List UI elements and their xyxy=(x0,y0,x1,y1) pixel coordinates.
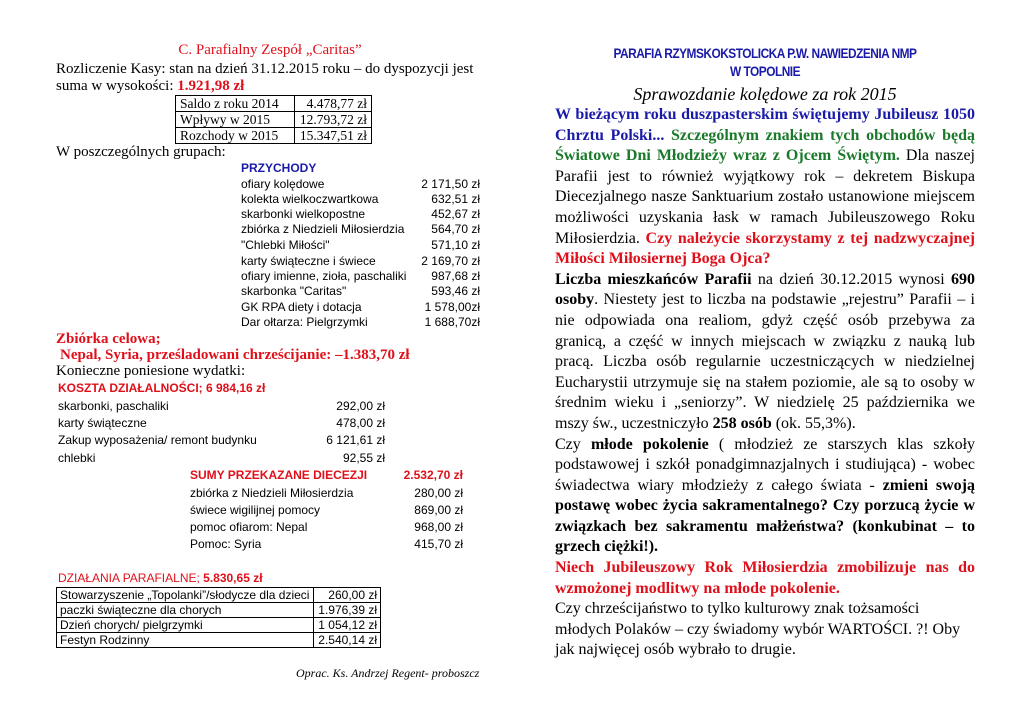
activity-label: Stowarzyszenie „Topolanki”/słodycze dla dzieci xyxy=(57,588,314,603)
p2-bold-1: Liczba mieszkańców Parafii xyxy=(555,270,752,288)
diocese-value: 280,00 zł xyxy=(414,486,463,500)
diocese-total: 2.532,70 zł xyxy=(403,468,463,482)
cost-value: 92,55 zł xyxy=(342,451,385,465)
income-value: 593,46 zł xyxy=(431,284,480,298)
balance-value: 4.478,77 zł xyxy=(295,96,372,112)
income-row xyxy=(241,177,480,192)
cost-value: 6 121,61 zł xyxy=(326,433,385,447)
activity-header-label: DZIAŁANIA PARAFIALNE; xyxy=(58,571,204,585)
activity-label: Festyn Rodzinny xyxy=(57,633,314,648)
activity-value: 1.976,39 zł xyxy=(314,603,381,618)
balance-row xyxy=(176,96,372,112)
income-label: ofiary imienne, zioła, paschaliki xyxy=(241,269,407,283)
income-row xyxy=(241,254,480,269)
p3-text-1: Czy xyxy=(555,435,591,453)
p1-red-text: Czy należycie skorzystamy z tej nadzwyczajnej Miłości Miłosiernej Boga Ojca? xyxy=(555,229,976,268)
income-label: kolekta wielkoczwartkowa xyxy=(241,192,379,206)
p2-text-2: . Niestety jest to liczba na podstawie „rejestru” Parafii – i nie odpowiada ona realiom, gdyż część osób przebywa za granicą, a część w innych miejscach w związku z nauką lub pracą. Liczba osób regularnie uczestniczących w niedzielnej Eucharystii utrzymuje się na stałem poziomie, ale są to osoby w średnim wieku i „seniorzy”. W niedzielę 25 października we mszy św., uczestniczyło xyxy=(555,291,975,432)
cost-label: skarbonki, paschaliki xyxy=(58,399,169,413)
signature: Oprac. Ks. Andrzej Regent- proboszcz xyxy=(296,666,480,680)
p2-text-3: (ok. 55,3%). xyxy=(771,414,856,432)
income-value: 452,67 zł xyxy=(431,207,480,221)
intro-label: suma w wysokości: xyxy=(56,78,178,94)
paragraph-5: Czy chrześcijaństwo to tylko kulturowy znak tożsamości młodych Polaków – czy świadomy wybór WARTOŚCI. ?! Oby jak najwięcej osób wybrało to drugie. xyxy=(555,600,961,659)
balance-value: 15.347,51 zł xyxy=(295,128,372,144)
p2-text-1: na dzień 30.12.2015 wynosi xyxy=(751,270,952,288)
report-title: Sprawozdanie kolędowe za rok 2015 xyxy=(633,84,897,104)
activity-label: paczki świąteczne dla chorych xyxy=(57,603,314,618)
activity-row xyxy=(57,603,381,618)
activity-header xyxy=(58,571,263,585)
p3-bold-2: zmieni swoją postawę wobec życia sakramentalnego? Czy porzucą życie w związkach bez sakramentu małżeństwa? (konkubinat – to grzech ciężki!). xyxy=(555,476,975,556)
p3-text-2: ( młodzież ze starszych klas szkoły podstawowej i szkół ponadgimnazjalnych i studiująca) - wobec świadectwa wiary młodzieży z całego świata - xyxy=(555,435,976,494)
activity-value: 260,00 zł xyxy=(314,588,381,603)
cost-value: 478,00 zł xyxy=(336,416,385,430)
balance-table xyxy=(175,95,372,144)
diocese-label: pomoc ofiarom: Nepal xyxy=(190,520,308,534)
diocese-row xyxy=(190,520,463,535)
p2-bold-2: 690 osoby xyxy=(555,270,976,309)
paragraph-4: Niech Jubileuszowy Rok Miłosierdzia zmobilizuje nas do wzmożonej modlitwy na młode pokolenie. xyxy=(555,559,975,597)
income-value: 2 171,50 zł xyxy=(421,177,480,191)
groups-label: W poszczególnych grupach: xyxy=(56,144,226,160)
balance-label: Wpływy w 2015 xyxy=(176,112,295,128)
parish-header-line-2: W TOPOLNIE xyxy=(729,63,801,79)
balance-value: 12.793,72 zł xyxy=(295,112,372,128)
p1-text: Dla naszej Parafii jest to również wyjątkowy rok – dekretem Biskupa Diecezjalnego nasze Sanktuarium zostało ustanowione miejscem możliwości uzyskania łask w ramach Jubileuszowego Roku Miłosierdzia. xyxy=(555,147,975,247)
balance-row xyxy=(176,128,372,144)
p1-blue-text: W bieżącym roku duszpasterskim świętujemy Jubileusz 1050 Chrztu Polski... xyxy=(555,106,975,144)
income-row xyxy=(241,238,480,253)
paragraph-3 xyxy=(555,435,975,559)
income-label: skarbonka "Caritas" xyxy=(241,284,347,298)
cost-label: chlebki xyxy=(58,451,96,465)
cost-label: Zakup wyposażenia/ remont budynku xyxy=(58,433,257,447)
diocese-header: SUMY PRZEKAZANE DIECEZJI xyxy=(190,468,368,482)
income-value: 571,10 zł xyxy=(431,238,480,252)
income-header: PRZYCHODY xyxy=(241,161,317,175)
income-label: ofiary kolędowe xyxy=(241,177,325,191)
diocese-row xyxy=(190,486,463,501)
income-row xyxy=(241,315,480,330)
costs-header: KOSZTA DZIAŁALNOŚCI; 6 984,16 zł xyxy=(58,381,266,395)
cost-value: 292,00 zł xyxy=(336,399,385,413)
income-label: "Chlebki Miłości" xyxy=(241,238,330,252)
income-label: skarbonki wielkopostne xyxy=(241,207,366,221)
income-row xyxy=(241,269,480,284)
caritas-title: C. Parafialny Zespół „Caritas” xyxy=(178,42,362,58)
diocese-value: 968,00 zł xyxy=(414,520,463,534)
activity-row xyxy=(57,588,381,603)
cost-label: karty świąteczne xyxy=(58,416,147,430)
diocese-label: świece wigilijnej pomocy xyxy=(190,503,321,517)
income-label: GK RPA diety i dotacja xyxy=(241,300,362,314)
right-column xyxy=(555,44,975,661)
cost-row xyxy=(58,399,385,414)
p3-bold-1: młode pokolenie xyxy=(590,435,709,453)
activity-value: 1 054,12 zł xyxy=(314,618,381,633)
income-row xyxy=(241,222,480,237)
activity-header-total: 5.830,65 zł xyxy=(203,571,263,585)
paragraph-2 xyxy=(555,270,975,435)
activity-row xyxy=(57,618,381,633)
income-value: 632,51 zł xyxy=(431,192,480,206)
income-value: 987,68 zł xyxy=(431,269,480,283)
activity-row xyxy=(57,633,381,648)
intro-line-1: Rozliczenie Kasy: stan na dzień 31.12.2015 roku – do dyspozycji jest xyxy=(56,61,474,77)
diocese-value: 415,70 zł xyxy=(414,537,463,551)
income-label: Dar ołtarza: Pielgrzymki xyxy=(241,315,368,329)
activity-value: 2.540,14 zł xyxy=(314,633,381,648)
income-row xyxy=(241,284,480,299)
balance-label: Saldo z roku 2014 xyxy=(176,96,295,112)
diocese-row xyxy=(190,503,463,518)
paragraph-1 xyxy=(555,105,975,270)
cost-row xyxy=(58,451,385,466)
income-row xyxy=(241,207,480,222)
intro-line-2 xyxy=(56,78,244,95)
target-line: Nepal, Syria, prześladowani chrześcijanie: –1.383,70 zł xyxy=(60,347,410,363)
parish-header-line-1: PARAFIA RZYMSKOKSTOLICKA P.W. NAWIEDZENIA NMP xyxy=(613,45,917,61)
intro-amount: 1.921,98 zł xyxy=(177,78,245,94)
diocese-label: Pomoc: Syria xyxy=(190,537,262,551)
diocese-header-row xyxy=(190,468,463,483)
activity-table xyxy=(56,587,381,648)
income-value: 1 578,00zł xyxy=(424,300,480,314)
diocese-row xyxy=(190,537,463,552)
expenses-label: Konieczne poniesione wydatki: xyxy=(56,363,246,379)
income-value: 1 688,70zł xyxy=(424,315,480,329)
p1-green-text: Szczególnym znakiem tych obchodów będą Światowe Dni Młodzieży wraz z Ojcem Świętym. xyxy=(555,126,976,165)
p2-bold-3: 258 osób xyxy=(712,414,772,432)
activity-label: Dzień chorych/ pielgrzymki xyxy=(57,618,314,633)
income-label: zbiórka z Niedzieli Miłosierdzia xyxy=(241,222,405,236)
diocese-label: zbiórka z Niedzieli Miłosierdzia xyxy=(190,486,354,500)
diocese-value: 869,00 zł xyxy=(414,503,463,517)
income-row xyxy=(241,300,480,315)
income-row xyxy=(241,192,480,207)
target-header: Zbiórka celowa; xyxy=(56,331,161,347)
balance-label: Rozchody w 2015 xyxy=(176,128,295,144)
income-value: 564,70 zł xyxy=(431,222,480,236)
balance-row xyxy=(176,112,372,128)
income-label: karty świąteczne i świece xyxy=(241,254,376,268)
income-value: 2 169,70 zł xyxy=(421,254,480,268)
cost-row xyxy=(58,416,385,431)
cost-row xyxy=(58,433,385,448)
